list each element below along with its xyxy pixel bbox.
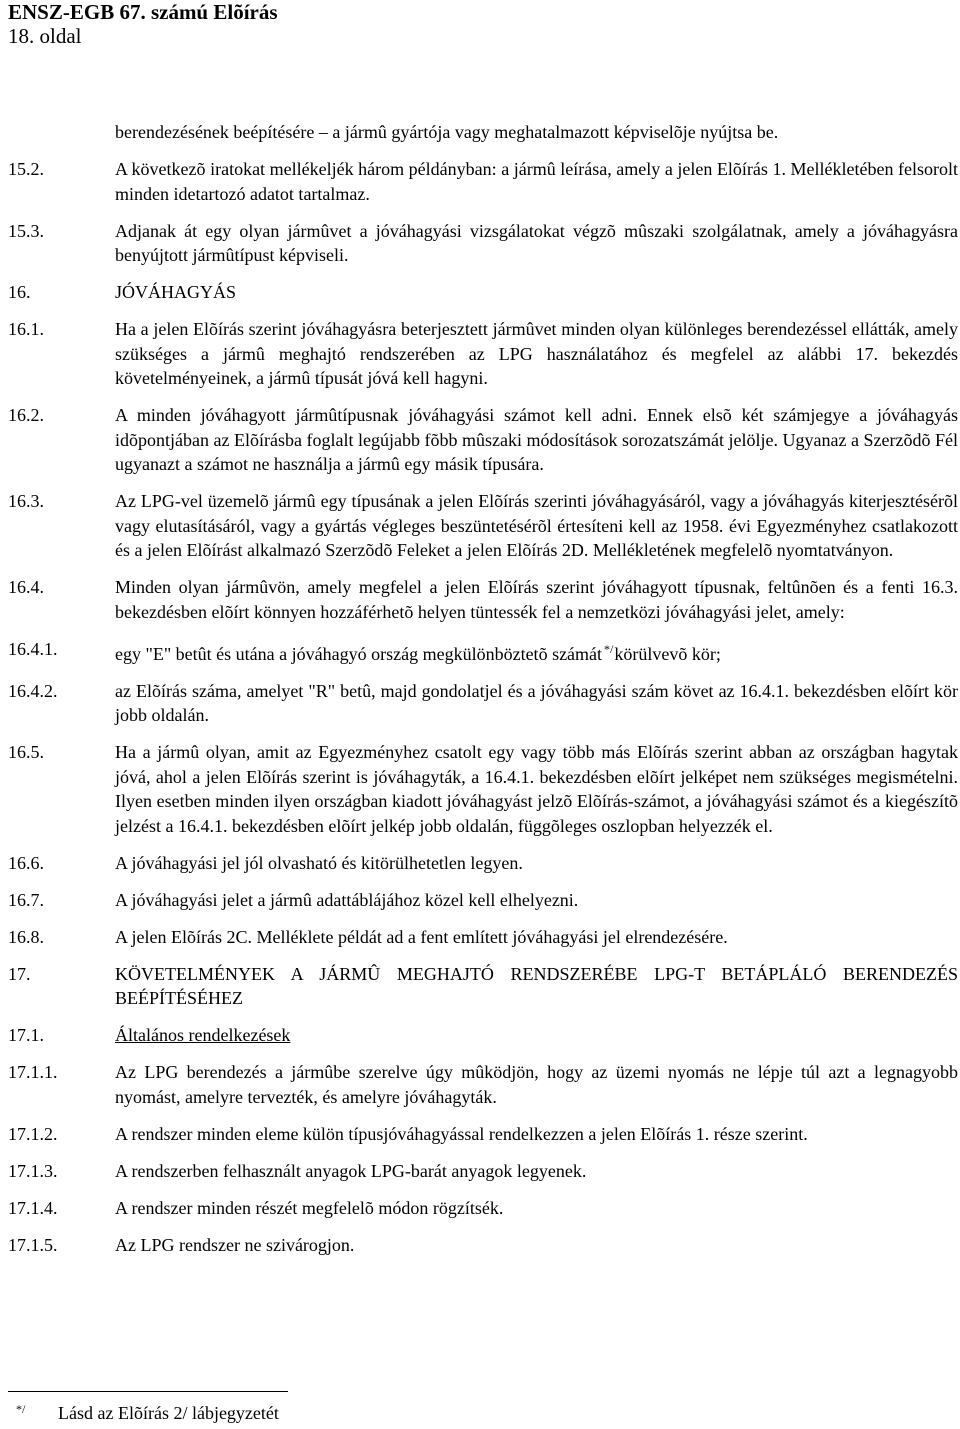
paragraph-text: Ha a jelen Elõírás szerint jóváhagyásra beterjesztett jármûvet minden olyan különleges berendezéssel ellátták, amely szükséges a jármû meghajtó rendszerében az LPG használatához és megfelel az alábbi 17. bekezdés követelményeinek, a jármû típusát jóvá kell hagyni. — [115, 319, 958, 388]
section-title: JÓVÁHAGYÁS — [115, 282, 237, 302]
paragraph-text: A következõ iratokat mellékeljék három példányban: a jármû leírása, amely a jelen Elõírás 1. Mellékletében felsorolt minden idetartozó adatot tartalmaz. — [115, 159, 958, 204]
paragraph-16-5 — [8, 740, 958, 838]
paragraph-17-1-2 — [8, 1122, 958, 1147]
paragraph-text: Minden olyan jármûvön, amely megfelel a jelen Elõírás szerint jóváhagyott típusnak, feltûnõen és a fenti 16.3. bekezdésben elõírt könnyen hozzáférhetõ helyen tüntessék fel a nemzetközi jóváhagyási jelet, amely: — [115, 577, 958, 622]
paragraph-text: A rendszer minden eleme külön típusjóváhagyással rendelkezzen a jelen Elõírás 1. része szerint. — [115, 1123, 808, 1144]
paragraph-text: A rendszer minden részét megfelelõ módon rögzítsék. — [115, 1197, 504, 1218]
paragraph-continuation — [8, 120, 958, 145]
paragraph-text: Az LPG berendezés a jármûbe szerelve úgy mûködjön, hogy az üzemi nyomás ne lépje túl azt a legnagyobb nyomást, amelyre tervezték, és amelyre jóváhagyták. — [115, 1062, 958, 1107]
paragraph-text: Ha a jármû olyan, amit az Egyezményhez csatolt egy vagy több más Elõírás szerint abban az országban hagytak jóvá, ahol a jelen Elõírás szerint is jóváhagyták, a 16.4.1. bekezdésben elõírt jelképet nem szükséges megismételni. Ilyen esetben minden ilyen országban kiadott jóváhagyást jelzõ Elõírás-számot, a jóváhagyási számot és a kiegészítõ jelzést a 16.4.1. bekezdésben elõírt jelkép jobb oldalán, függõleges oszlopban helyezzék el. — [115, 742, 958, 836]
section-16-heading — [8, 280, 958, 305]
paragraph-text: berendezésének beépítésére – a jármû gyártója vagy meghatalmazott képviselõje nyújtsa be. — [115, 122, 779, 142]
paragraph-16-8 — [8, 925, 958, 950]
paragraph-number: 15.3. — [8, 220, 44, 241]
paragraph-text: Az LPG rendszer ne szivárogjon. — [115, 1234, 355, 1255]
paragraph-number: 16.3. — [8, 491, 44, 511]
document-body — [8, 120, 958, 1270]
section-number: 16. — [8, 282, 31, 302]
paragraph-text: A rendszerben felhasznált anyagok LPG-barát anyagok legyenek. — [115, 1160, 587, 1181]
paragraph-16-3 — [8, 489, 958, 563]
paragraph-text-after: körülvevõ kör; — [614, 643, 721, 664]
paragraph-text: A jóváhagyási jel jól olvasható és kitörülhetetlen legyen. — [115, 852, 523, 873]
footnote-text: Lásd az Elõírás 2/ lábjegyzetét — [58, 1403, 279, 1423]
footnote-separator — [8, 1391, 288, 1392]
paragraph-16-4 — [8, 575, 958, 624]
subsection-title: Általános rendelkezések — [115, 1025, 291, 1045]
paragraph-text: Adjanak át egy olyan jármûvet a jóváhagyási vizsgálatokat végzõ mûszaki szolgálatnak, amely a jóváhagyásra benyújtott jármûtípust képviseli. — [115, 220, 958, 265]
paragraph-16-2 — [8, 403, 958, 477]
paragraph-16-6 — [8, 851, 958, 876]
section-number: 17.1. — [8, 1025, 44, 1045]
section-title: KÖVETELMÉNYEK A JÁRMÛ MEGHAJTÓ RENDSZERÉBE LPG-T BETÁPLÁLÓ BERENDEZÉS BEÉPÍTÉSÉHEZ — [115, 963, 958, 1008]
footnote — [16, 1402, 279, 1424]
paragraph-number: 17.1.3. — [8, 1160, 58, 1181]
paragraph-number: 16.4.1. — [8, 638, 58, 659]
paragraph-number: 16.2. — [8, 405, 44, 425]
paragraph-number: 15.2. — [8, 159, 44, 179]
page-number: 18. oldal — [8, 24, 82, 48]
paragraph-text: az Elõírás száma, amelyet "R" betû, majd gondolatjel és a jóváhagyási szám követ az 16.4.1. bekezdésben elõírt kör jobb oldalán. — [115, 680, 958, 725]
paragraph-number: 17.1.1. — [8, 1062, 58, 1082]
paragraph-number: 16.1. — [8, 319, 44, 339]
paragraph-15-3 — [8, 219, 958, 268]
paragraph-number: 16.4.2. — [8, 680, 58, 701]
paragraph-number: 17.1.4. — [8, 1197, 58, 1218]
paragraph-text: Az LPG-vel üzemelõ jármû egy típusának a jelen Elõírás szerinti jóváhagyásáról, vagy a jóváhagyás kiterjesztésérõl vagy elutasításáról, vagy a gyártás végleges beszüntetésérõl értesíteni kell az 1958. évi Egyezményhez csatlakozott és a jelen Elõírást alkalmazó Szerzõdõ Feleket a jelen Elõírás 2D. Mellékletének megfelelõ nyomtatványon. — [115, 491, 958, 560]
paragraph-text: A jóváhagyási jelet a jármû adattáblájához közel kell elhelyezni. — [115, 889, 579, 910]
section-17-heading — [8, 962, 958, 1011]
paragraph-16-4-1 — [8, 637, 958, 667]
paragraph-number: 16.5. — [8, 742, 44, 762]
footnote-reference: */ — [604, 641, 614, 656]
subsection-17-1-heading — [8, 1023, 958, 1048]
paragraph-number: 16.8. — [8, 926, 44, 947]
paragraph-16-1 — [8, 317, 958, 391]
paragraph-16-7 — [8, 888, 958, 913]
paragraph-15-2 — [8, 157, 958, 206]
paragraph-number: 16.4. — [8, 577, 44, 597]
document-title: ENSZ-EGB 67. számú Elõírás — [8, 0, 278, 24]
paragraph-number: 17.1.5. — [8, 1234, 58, 1255]
paragraph-number: 16.7. — [8, 889, 44, 910]
footnote-mark: */ — [16, 1402, 26, 1416]
paragraph-text: A jelen Elõírás 2C. Melléklete példát ad a fent említett jóváhagyási jel elrendezésére. — [115, 926, 728, 947]
page-header — [8, 0, 608, 48]
paragraph-number: 17.1.2. — [8, 1123, 58, 1144]
paragraph-text: A minden jóváhagyott jármûtípusnak jóváhagyási számot kell adni. Ennek elsõ két számjegye a jóváhagyás idõpontjában az Elõírásba foglalt legújabb fõbb mûszaki módosítások sorozatszámát jelölje. Ugyanaz a Szerzõdõ Fél ugyanazt a számot ne használja a jármû egy másik típusára. — [115, 405, 958, 474]
paragraph-16-4-2 — [8, 679, 958, 728]
paragraph-17-1-3 — [8, 1159, 958, 1184]
paragraph-text-before: egy "E" betût és utána a jóváhagyó ország megkülönböztetõ számát — [115, 643, 603, 664]
paragraph-17-1-1 — [8, 1060, 958, 1109]
paragraph-number: 16.6. — [8, 852, 44, 873]
paragraph-17-1-5 — [8, 1233, 958, 1258]
paragraph-text — [115, 637, 958, 667]
paragraph-17-1-4 — [8, 1196, 958, 1221]
section-number: 17. — [8, 963, 31, 984]
